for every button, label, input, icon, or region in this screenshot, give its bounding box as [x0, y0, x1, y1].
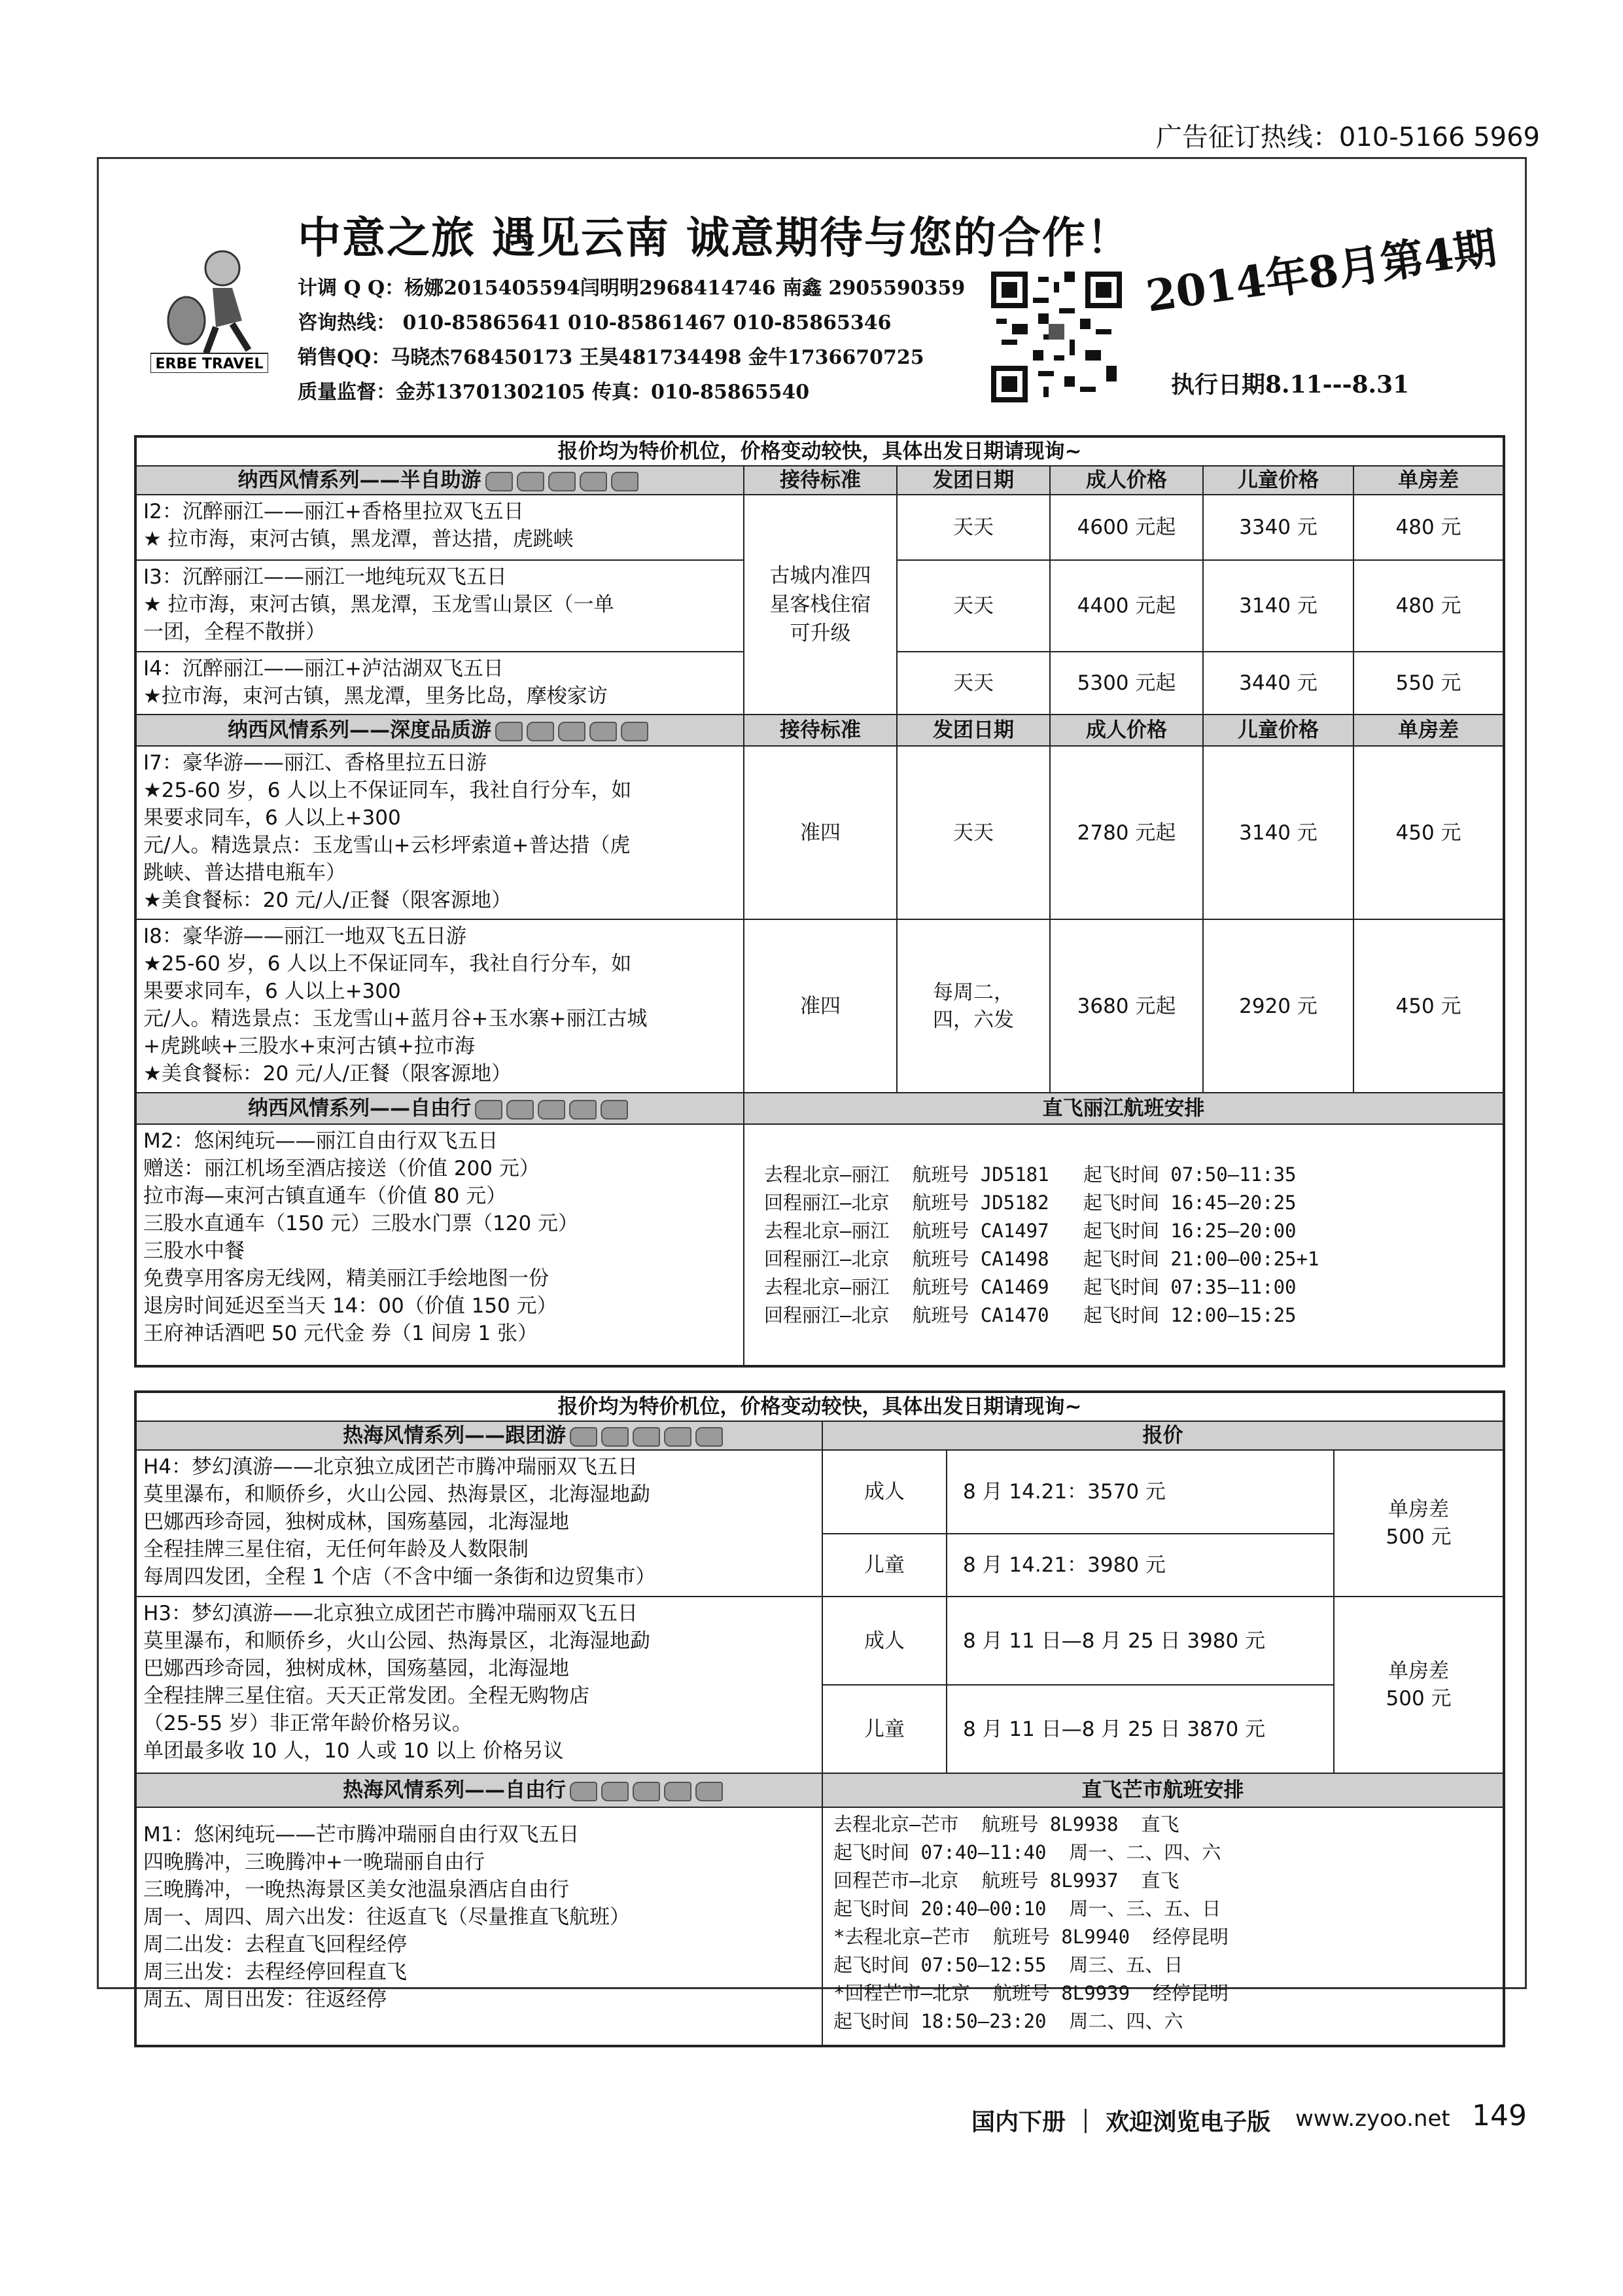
execution-date: 执行日期8.11---8.31: [1171, 371, 1410, 398]
departure-date: 每周二，四，六发: [897, 919, 1050, 1093]
column-header: 成人价格: [1050, 466, 1203, 495]
contact-line: 咨询热线： 010-85865641 010-85861467 010-85865346: [298, 311, 892, 334]
price-label: 儿童: [822, 1534, 947, 1597]
page-number: 149: [1472, 2099, 1527, 2132]
series-title: 纳西风情系列——深度品质游: [135, 715, 744, 746]
price-value: 8 月 11 日—8 月 25 日 3980 元: [947, 1597, 1334, 1685]
flight-row: 去程北京—丽江 航班号 JD5181 起飞时间 07:50—11:35: [764, 1163, 1297, 1186]
single-supplement: 450 元: [1353, 746, 1504, 919]
price-label: 儿童: [822, 1685, 947, 1773]
departure-date: 天天: [897, 495, 1050, 560]
column-header: 接待标准: [744, 715, 897, 746]
single-supplement: 单房差500 元: [1334, 1450, 1504, 1597]
reception-standard: 古城内准四星客栈住宿可升级: [744, 495, 897, 715]
series-title: 纳西风情系列——自由行: [135, 1093, 744, 1124]
series-title: 热海风情系列——跟团游: [135, 1421, 822, 1450]
logo-text: ERBE TRAVEL: [155, 356, 264, 372]
route-description: M1：悠闲纯玩——芒市腾冲瑞丽自由行双飞五日 四晚腾冲，三晚腾冲+一晚瑞丽自由行 三晚腾冲，一晚热海景区美女池温泉酒店自由行 周一、周四、周六出发：往返直飞（尽量推直飞航班） 周二出发：去程直飞回程经停 周三出发：去程经停回程直飞 周五、周日出发：往返经停: [135, 1807, 822, 2046]
price-notice: 报价均为特价机位，价格变动较快，具体出发日期请现询~: [135, 1392, 1504, 1421]
flight-schedule: [744, 1124, 1504, 1366]
price-header: 报价: [822, 1421, 1504, 1450]
adult-price: 3680 元起: [1050, 919, 1203, 1093]
table-row: [135, 1807, 1504, 2046]
contact-line: 计调 Q Q：杨娜2015405594闫明明2968414746 南鑫 2905590359: [298, 277, 966, 300]
lijiang-price-table: [134, 435, 1505, 1368]
price-label: 成人: [822, 1597, 947, 1685]
column-header: 发团日期: [897, 715, 1050, 746]
flight-row: 回程丽江—北京 航班号 CA1470 起飞时间 12:00—15:25: [764, 1303, 1297, 1326]
flight-row: 去程北京—芒市 航班号 8L9938 直飞: [833, 1813, 1179, 1835]
column-header: 成人价格: [1050, 715, 1203, 746]
thumbs-up-icon: [570, 1422, 727, 1449]
flight-schedule-title: 直飞芒市航班安排: [822, 1773, 1504, 1807]
thumbs-up-icon: [485, 467, 642, 494]
ad-hotline: 广告征订热线：010-5166 5969: [1155, 122, 1540, 152]
mangshi-price-table: [134, 1390, 1505, 2047]
price-value: 8 月 14.21：3980 元: [947, 1534, 1334, 1597]
column-header: 单房差: [1353, 466, 1504, 495]
flight-row: 回程丽江—北京 航班号 JD5182 起飞时间 16:45—20:25: [764, 1191, 1297, 1214]
child-price: 3340 元: [1203, 495, 1353, 560]
price-value: 8 月 14.21：3570 元: [947, 1450, 1334, 1534]
table-row: [135, 1124, 1504, 1366]
thumbs-up-icon: [495, 716, 652, 744]
series-title: 纳西风情系列——半自助游: [135, 466, 744, 495]
table-row: [135, 1597, 1504, 1685]
reception-standard: 准四: [744, 919, 897, 1093]
issue-number: 2014年8月第4期: [1143, 222, 1500, 322]
departure-date: 天天: [897, 652, 1050, 715]
single-supplement: 480 元: [1353, 560, 1504, 652]
flight-row: *回程芒市—北京 航班号 8L9939 经停昆明: [833, 1982, 1229, 2004]
adult-price: 4400 元起: [1050, 560, 1203, 652]
single-supplement: 450 元: [1353, 919, 1504, 1093]
flight-row: 去程北京—丽江 航班号 CA1469 起飞时间 07:35—11:00: [764, 1275, 1297, 1298]
footer-section-label: 国内下册 ｜ 欢迎浏览电子版: [971, 2109, 1271, 2136]
header-title: 中意之旅 遇见云南 诚意期待与您的合作！: [298, 213, 1131, 263]
route-description: H4：梦幻滇游——北京独立成团芒市腾冲瑞丽双飞五日 莫里瀑布，和顺侨乡，火山公园、热海景区，北海湿地勐 巴娜西珍奇园，独树成林，国殇墓园，北海湿地 全程挂牌三星住宿，无任何年龄及人数限制 每周四发团，全程 1 个店（不含中缅一条街和边贸集市）: [135, 1450, 822, 1597]
reception-standard: 准四: [744, 746, 897, 919]
flight-row: 起飞时间 07:50—12:55 周三、五、日: [833, 1954, 1183, 1976]
adult-price: 5300 元起: [1050, 652, 1203, 715]
single-supplement: 550 元: [1353, 652, 1504, 715]
flight-row: 回程丽江—北京 航班号 CA1498 起飞时间 21:00—00:25+1: [764, 1247, 1319, 1270]
route-description: M2：悠闲纯玩——丽江自由行双飞五日 赠送：丽江机场至酒店接送（价值 200 元） 拉市海—束河古镇直通车（价值 80 元） 三股水直通车（150 元）三股水门票（120 元） 三股水中餐 免费享用客房无线网，精美丽江手绘地图一份 退房时间延迟至当天 14：00（价值 150 元） 王府神话酒吧 50 元代金 券（1 间房 1 张）: [135, 1124, 744, 1366]
thumbs-up-icon: [570, 1776, 727, 1804]
contact-line: 质量监督：金苏13701302105 传真：010-85865540: [298, 381, 810, 404]
flight-row: 起飞时间 07:40—11:40 周一、二、四、六: [833, 1841, 1221, 1863]
route-description: I7：豪华游——丽江、香格里拉五日游 ★25-60 岁，6 人以上不保证同车，我社自行分车，如 果要求同车，6 人以上+300 元/人。精选景点：玉龙雪山+云杉坪索道+普达措（虎 跳峡、普达措电瓶车） ★美食餐标：20 元/人/正餐（限客源地）: [135, 746, 744, 919]
table-row: [135, 495, 1504, 560]
flight-row: 起飞时间 18:50—23:20 周二、四、六: [833, 2010, 1183, 2032]
series-title: 热海风情系列——自由行: [135, 1773, 822, 1807]
flight-row: 起飞时间 20:40—00:10 周一、三、五、日: [833, 1898, 1221, 1920]
flight-schedule-title: 直飞丽江航班安排: [744, 1093, 1504, 1124]
table-row: [135, 919, 1504, 1093]
child-price: 3140 元: [1203, 560, 1353, 652]
single-supplement: 480 元: [1353, 495, 1504, 560]
child-price: 3440 元: [1203, 652, 1353, 715]
route-description: I8：豪华游——丽江一地双飞五日游 ★25-60 岁，6 人以上不保证同车，我社自行分车，如 果要求同车，6 人以上+300 元/人。精选景点：玉龙雪山+蓝月谷+玉水寨+丽江古城 +虎跳峡+三股水+束河古镇+拉市海 ★美食餐标：20 元/人/正餐（限客源地）: [135, 919, 744, 1093]
price-notice: 报价均为特价机位，价格变动较快，具体出发日期请现询~: [135, 436, 1504, 466]
column-header: 儿童价格: [1203, 715, 1353, 746]
price-value: 8 月 11 日—8 月 25 日 3870 元: [947, 1685, 1334, 1773]
price-label: 成人: [822, 1450, 947, 1534]
thumbs-up-icon: [475, 1095, 632, 1122]
column-header: 儿童价格: [1203, 466, 1353, 495]
adult-price: 2780 元起: [1050, 746, 1203, 919]
route-description: I3：沉醉丽江——丽江一地纯玩双飞五日 ★ 拉市海，束河古镇，黑龙潭，玉龙雪山景区（一单 一团，全程不散拼）: [135, 560, 744, 652]
column-header: 发团日期: [897, 466, 1050, 495]
flight-row: 去程北京—丽江 航班号 CA1497 起飞时间 16:25—20:00: [764, 1219, 1297, 1242]
child-price: 3140 元: [1203, 746, 1353, 919]
departure-date: 天天: [897, 746, 1050, 919]
route-description: I4：沉醉丽江——丽江+泸沽湖双飞五日 ★拉市海，束河古镇，黑龙潭，里务比岛，摩梭家访: [135, 652, 744, 715]
travel-logo: [150, 242, 268, 373]
route-description: H3：梦幻滇游——北京独立成团芒市腾冲瑞丽双飞五日 莫里瀑布，和顺侨乡，火山公园、热海景区，北海湿地勐 巴娜西珍奇园，独树成林，国殇墓园，北海湿地 全程挂牌三星住宿。天天正常发团。全程无购物店 （25-55 岁）非正常年龄价格另议。 单团最多收 10 人，10 人或 10 以上 价格另议: [135, 1597, 822, 1773]
flight-row: 回程芒市—北京 航班号 8L9937 直飞: [833, 1869, 1179, 1892]
column-header: 单房差: [1353, 715, 1504, 746]
table-row: [135, 746, 1504, 919]
column-header: 接待标准: [744, 466, 897, 495]
child-price: 2920 元: [1203, 919, 1353, 1093]
table-row: [135, 1450, 1504, 1534]
departure-date: 天天: [897, 560, 1050, 652]
footer-website-link[interactable]: www.zyoo.net: [1295, 2106, 1450, 2132]
adult-price: 4600 元起: [1050, 495, 1203, 560]
single-supplement: 单房差500 元: [1334, 1597, 1504, 1773]
flight-row: *去程北京—芒市 航班号 8L9940 经停昆明: [833, 1926, 1229, 1948]
route-description: I2：沉醉丽江——丽江+香格里拉双飞五日 ★ 拉市海，束河古镇，黑龙潭，普达措，虎跳峡: [135, 495, 744, 560]
qr-code[interactable]: [991, 272, 1122, 402]
contact-line: 销售QQ：马晓杰768450173 王昊481734498 金牛1736670725: [298, 346, 924, 369]
flight-schedule: [822, 1807, 1504, 2046]
